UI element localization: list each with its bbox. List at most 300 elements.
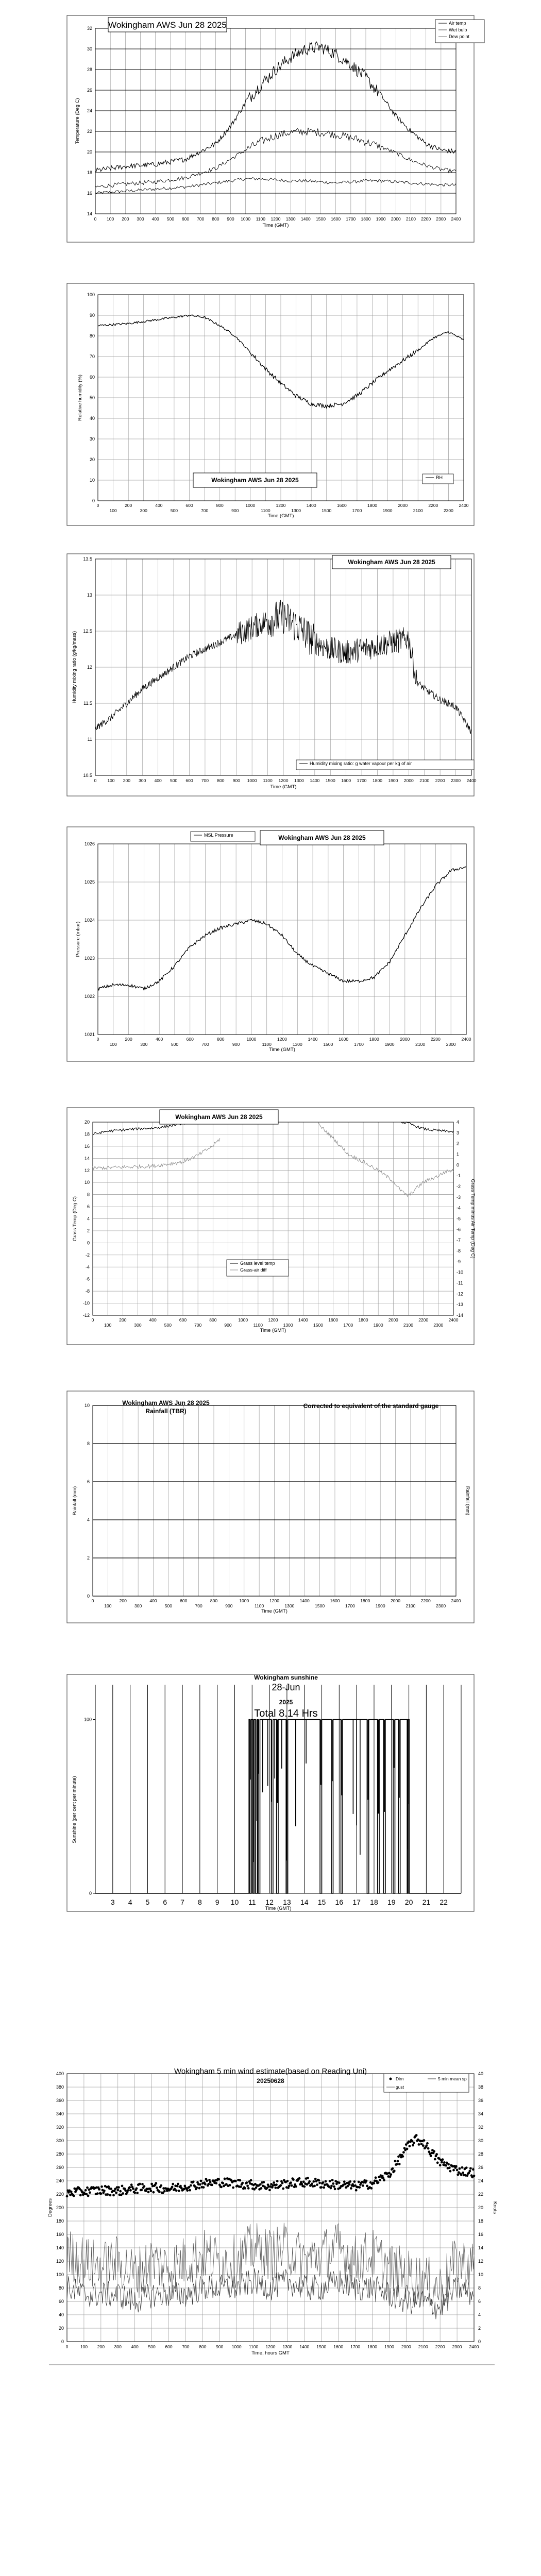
x-tick-label: 900 [232,1042,240,1047]
dirn-point [246,2181,248,2184]
x-tick-label: 600 [185,778,193,783]
y2-axis-label: Rainfall (mm) [465,1486,470,1516]
dirn-point [234,2180,237,2182]
x-tick-label: 1600 [331,216,341,222]
dirn-point [240,2185,242,2188]
x-tick-label: 2000 [388,1317,398,1323]
dirn-point [330,2185,333,2188]
dirn-point [298,2177,301,2180]
x-tick-label: 200 [119,1598,127,1603]
x-tick-label: 2300 [452,2344,462,2349]
x-tick-label: 2200 [428,503,438,508]
dirn-point [469,2167,472,2170]
dirn-point [392,2167,394,2170]
dirn-point [156,2187,158,2189]
y-tick-label: 1025 [84,879,95,885]
dirn-point [250,2179,252,2182]
y2-tick-label: 26 [478,2165,484,2170]
dirn-point [259,2183,262,2186]
x-tick-label: 2000 [401,2344,411,2349]
x-tick-label: 200 [97,2344,105,2349]
x-tick-label: 1500 [322,508,332,513]
x-tick-label: 800 [217,1037,225,1042]
y2-tick-label: -3 [457,1194,461,1200]
dirn-point [246,2184,249,2187]
x-tick-label: 19 [387,1898,396,1906]
x-tick-label: 11 [248,1898,256,1906]
x-tick-label: 22 [439,1898,448,1906]
y-tick-label: -4 [85,1264,90,1270]
x-tick-label: 2200 [435,778,445,783]
legend-entry: Dirn [396,2076,404,2081]
x-tick-label: 200 [122,216,129,222]
chart-title: Wokingham AWS Jun 28 2025 [175,1113,263,1121]
x-tick-label: 0 [94,216,97,222]
x-tick-label: 1000 [231,2344,242,2349]
y2-tick-label: 36 [478,2098,484,2103]
x-tick-label: 200 [119,1317,127,1323]
y-tick-label: 26 [87,88,92,93]
y2-tick-label: -14 [457,1313,464,1318]
x-tick-label: 800 [199,2344,207,2349]
x-tick-label: 800 [212,216,219,222]
x-tick-label: 1800 [369,1037,379,1042]
dirn-point [428,2150,430,2153]
dirn-point [412,2144,414,2147]
x-tick-label: 21 [422,1898,431,1906]
y2-tick-label: -1 [457,1173,461,1179]
y-axis-label: Humidity mixing ratio (g/kg/mass) [72,631,77,704]
dirn-point [427,2147,430,2150]
dirn-point [323,2187,325,2189]
x-tick-label: 1200 [278,778,289,783]
y-tick-label: 6 [87,1479,90,1484]
x-tick-label: 600 [179,1317,187,1323]
dirn-point [375,2176,377,2179]
dirn-point [190,2184,192,2187]
dirn-point [129,2189,132,2192]
x-tick-label: 16 [335,1898,344,1906]
y2-tick-label: 3 [457,1130,460,1136]
dirn-point [457,2174,459,2176]
y2-tick-label: 34 [478,2111,484,2116]
dirn-point [192,2180,195,2183]
chart-title: Wokingham 5 min wind estimate(based on Reading Uni) [174,2067,367,2076]
y2-tick-label: 30 [478,2138,484,2143]
dirn-point [217,2178,220,2181]
x-tick-label: 2400 [466,778,477,783]
dirn-point [313,2185,316,2188]
x-tick-label: 100 [104,1603,112,1608]
x-tick-label: 2200 [421,216,431,222]
y-tick-label: 0 [87,1240,90,1246]
y-tick-label: -10 [82,1300,90,1306]
x-tick-label: 2400 [451,216,461,222]
dirn-point [220,2186,223,2189]
chart-subtitle: 28-Jun [272,1682,300,1692]
x-tick-label: 1200 [269,1598,279,1603]
y-axis-label: Relative humidity (%) [77,375,83,421]
x-tick-label: 200 [125,503,132,508]
x-tick-label: 700 [201,1042,209,1047]
dirn-point [70,2191,73,2193]
dirn-point [455,2165,458,2167]
y-tick-label: 50 [89,395,95,400]
dirn-point [89,2191,91,2194]
dirn-point [425,2144,428,2147]
dirn-point [176,2185,179,2188]
x-tick-label: 1700 [350,2344,361,2349]
x-tick-label: 1400 [299,1598,310,1603]
x-tick-label: 600 [165,2344,173,2349]
y-tick-label: 140 [56,2245,64,2250]
dirn-point [153,2191,155,2194]
x-tick-label: 400 [155,503,163,508]
y-tick-label: 1022 [84,994,95,999]
chart-subtitle: Rainfall (TBR) [145,1408,187,1415]
dirn-point [158,2191,161,2193]
y2-tick-label: 2 [457,1141,460,1146]
x-tick-label: 500 [164,1323,172,1328]
y-tick-label: 16 [87,191,92,196]
y-tick-label: 0 [61,2339,64,2344]
dirn-point [370,2187,373,2190]
x-tick-label: 1300 [284,1603,295,1608]
dirn-point [239,2179,241,2182]
dirn-point [435,2153,438,2156]
dirn-point [303,2185,306,2188]
y-tick-label: 400 [56,2071,64,2076]
y2-tick-label: -9 [457,1259,461,1264]
x-tick-label: 1300 [292,1042,302,1047]
x-tick-label: 1600 [339,1037,349,1042]
dirn-point [422,2144,425,2147]
dirn-point [465,2166,468,2169]
x-tick-label: 2100 [413,508,423,513]
x-tick-label: 100 [104,1323,112,1328]
dirn-point [473,2175,476,2177]
x-tick-label: 400 [149,1598,157,1603]
y-tick-label: 40 [58,2312,64,2317]
x-tick-label: 700 [182,2344,190,2349]
y-tick-label: 4 [87,1216,90,1222]
dirn-point [247,2187,250,2190]
y-tick-label: 8 [87,1441,90,1446]
y2-tick-label: 28 [478,2151,484,2157]
x-tick-label: 1400 [299,2344,310,2349]
y-tick-label: 1024 [84,918,95,923]
dirn-point [198,2187,200,2190]
dirn-point [358,2186,361,2189]
x-tick-label: 500 [164,1603,172,1608]
legend-entry: 5 min mean sp [438,2076,467,2081]
dirn-point [112,2194,115,2197]
dirn-point [133,2192,136,2194]
dirn-point [349,2180,351,2183]
dirn-point [86,2187,89,2189]
x-tick-label: 300 [137,216,144,222]
x-tick-label: 8 [197,1898,202,1906]
x-tick-label: 900 [225,1603,233,1608]
x-tick-label: 300 [134,1603,142,1608]
dirn-point [441,2161,443,2164]
y-tick-label: 12 [87,665,92,670]
dirn-point [98,2188,100,2191]
dirn-point [329,2180,331,2182]
y2-tick-label: 6 [478,2299,481,2304]
dirn-point [373,2182,375,2184]
x-axis-label: Time (GMT) [269,1047,295,1053]
y-tick-label: 240 [56,2178,64,2183]
x-tick-label: 1800 [367,503,377,508]
x-tick-label: 1700 [352,508,362,513]
x-tick-label: 5 [145,1898,150,1906]
dirn-point [460,2174,463,2176]
y-tick-label: 20 [87,149,92,155]
x-tick-label: 1600 [336,503,347,508]
x-tick-label: 200 [123,778,130,783]
x-tick-label: 2200 [430,1037,441,1042]
x-axis-label: Time, hours GMT [251,2350,290,2356]
y-tick-label: 20 [89,457,95,462]
dirn-point [96,2192,99,2195]
dirn-point [350,2187,352,2190]
x-tick-label: 300 [134,1323,142,1328]
y-tick-label: 1026 [84,841,95,846]
y-tick-label: 200 [56,2205,64,2210]
y-tick-label: 13.5 [83,556,92,562]
x-tick-label: 1400 [306,503,316,508]
x-tick-label: 1900 [388,778,398,783]
y2-tick-label: 4 [478,2312,481,2317]
x-tick-label: 500 [148,2344,156,2349]
dirn-point [394,2160,397,2162]
x-tick-label: 1500 [323,1042,333,1047]
x-tick-label: 600 [180,1598,188,1603]
dirn-point [290,2181,292,2184]
y-tick-label: 13 [87,592,92,598]
dirn-point [334,2188,336,2190]
dirn-point [160,2184,162,2187]
dirn-point [172,2183,174,2185]
y2-tick-label: 22 [478,2192,484,2197]
y-tick-label: 160 [56,2232,64,2237]
dirn-point [439,2164,442,2166]
x-tick-label: 2200 [418,1317,429,1323]
dirn-point [396,2163,398,2165]
dirn-point [130,2183,133,2186]
dirn-point [292,2178,295,2181]
x-tick-label: 1200 [276,503,286,508]
y2-tick-label: 0 [457,1162,460,1168]
dirn-point [195,2187,198,2189]
x-tick-label: 1000 [238,1317,248,1323]
y-tick-label: 220 [56,2192,64,2197]
x-tick-label: 700 [200,508,209,513]
y-tick-label: 40 [89,416,95,421]
y-tick-label: 30 [87,46,92,52]
x-tick-label: 100 [109,508,117,513]
y-tick-label: 11.5 [83,701,92,706]
x-tick-label: 15 [317,1898,326,1906]
y-tick-label: 1023 [84,956,95,961]
dirn-point [215,2182,217,2184]
x-tick-label: 1200 [265,2344,276,2349]
dirn-point [314,2178,317,2180]
dirn-point [103,2190,106,2192]
dirn-point [136,2192,139,2194]
x-tick-label: 1200 [277,1037,287,1042]
y-tick-label: 280 [56,2151,64,2157]
x-tick-label: 1600 [341,778,351,783]
y2-tick-label: 1 [457,1151,460,1157]
y2-tick-label: 38 [478,2084,484,2090]
y-axis-label: Rainfall (mm) [72,1486,78,1516]
y2-tick-label: 14 [478,2245,484,2250]
dirn-point [177,2183,179,2185]
legend-entry: Grass-air diff [240,1267,267,1273]
x-axis-label: Time (GMT) [265,1906,292,1911]
x-tick-label: 0 [96,503,99,508]
dirn-point [110,2188,112,2190]
x-tick-label: 2100 [419,778,430,783]
dirn-point [379,2179,381,2181]
dirn-point [362,2184,364,2187]
dirn-point [115,2192,117,2194]
legend-entry: Dew point [449,34,470,39]
dirn-point [99,2192,102,2195]
x-tick-label: 2100 [403,1323,413,1328]
dirn-point [343,2180,346,2183]
x-tick-label: 2300 [443,508,453,513]
x-tick-label: 1900 [382,508,393,513]
x-tick-label: 1800 [360,1598,370,1603]
dirn-point [415,2134,418,2137]
dirn-point [200,2180,202,2182]
dirn-point [322,2181,325,2184]
y-axis-label: Temperature (Deg C) [75,98,80,144]
dirn-point [434,2158,436,2161]
dirn-point [206,2179,208,2182]
x-tick-label: 2400 [459,503,469,508]
x-tick-label: 1100 [263,778,273,783]
dirn-point [302,2180,305,2183]
y-tick-label: 60 [58,2299,64,2304]
y-tick-label: 16 [84,1143,90,1149]
chart-5-frame [67,1391,474,1623]
dirn-point [393,2170,396,2172]
x-tick-label: 500 [170,778,178,783]
x-tick-label: 1900 [373,1323,383,1328]
dirn-point [163,2190,166,2193]
x-tick-label: 900 [231,508,239,513]
x-tick-label: 4 [128,1898,132,1906]
x-tick-label: 1500 [316,2344,327,2349]
dirn-point [141,2183,144,2185]
x-tick-label: 900 [227,216,234,222]
x-tick-label: 2000 [391,1598,400,1603]
dirn-point [273,2181,275,2184]
x-tick-label: 1600 [330,1598,340,1603]
x-tick-label: 400 [154,778,162,783]
x-tick-label: 1500 [315,1603,325,1608]
y-tick-label: -12 [82,1313,90,1318]
dirn-point [430,2155,432,2157]
dirn-point [418,2143,420,2146]
y-tick-label: -2 [85,1252,90,1258]
dirn-point [275,2183,278,2186]
x-tick-label: 1300 [291,508,301,513]
x-tick-label: 1800 [358,1317,368,1323]
x-tick-label: 300 [140,1042,148,1047]
x-tick-label: 1800 [373,778,382,783]
x-tick-label: 9 [215,1898,219,1906]
dirn-point [413,2142,415,2144]
x-tick-label: 0 [91,1317,94,1323]
dirn-point [405,2143,408,2146]
x-tick-label: 1300 [282,2344,293,2349]
y-tick-label: 100 [83,1717,92,1722]
chart-title: Wokingham sunshine [254,1674,318,1681]
y-tick-label: 12.5 [83,629,92,634]
x-tick-label: 1000 [239,1598,249,1603]
dirn-point [377,2181,380,2184]
x-tick-label: 1800 [367,2344,377,2349]
dirn-point [117,2186,120,2189]
x-tick-label: 600 [181,216,190,222]
x-tick-label: 1400 [298,1317,308,1323]
dirn-point [316,2183,318,2186]
x-tick-label: 700 [197,216,205,222]
chart-4-frame [67,1108,474,1345]
x-tick-label: 400 [156,1037,163,1042]
x-tick-label: 1000 [241,216,251,222]
y2-tick-label: -8 [457,1248,461,1253]
dirn-point [447,2163,450,2165]
dirn-point [66,2195,69,2198]
x-tick-label: 600 [185,503,193,508]
legend-entry: Wet bulb [449,27,467,32]
x-tick-label: 14 [300,1898,309,1906]
legend-entry: RH [436,475,443,480]
dirn-point [472,2168,475,2171]
x-tick-label: 1600 [328,1317,339,1323]
x-tick-label: 400 [151,216,159,222]
y-tick-label: 14 [84,1156,90,1161]
x-tick-label: 1700 [343,1323,353,1328]
dirn-point [224,2178,226,2180]
dirn-point [288,2184,291,2187]
x-tick-label: 1900 [384,1042,395,1047]
dirn-point [401,2155,404,2158]
y-tick-label: -6 [85,1276,90,1282]
y-tick-label: 28 [87,67,92,72]
y-tick-label: 22 [87,129,92,134]
dirn-point [338,2181,341,2184]
dirn-point [119,2190,122,2193]
x-tick-label: 1400 [300,216,311,222]
dirn-point [462,2172,464,2174]
y2-tick-label: 18 [478,2218,484,2224]
x-tick-label: 800 [210,1598,218,1603]
y-tick-label: 10 [89,478,95,483]
dirn-point [241,2182,244,2184]
x-tick-label: 20 [404,1898,413,1906]
y-tick-label: 6 [87,1204,90,1210]
dirn-point [442,2158,444,2161]
dirn-point [276,2180,279,2182]
dirn-point [318,2182,321,2184]
